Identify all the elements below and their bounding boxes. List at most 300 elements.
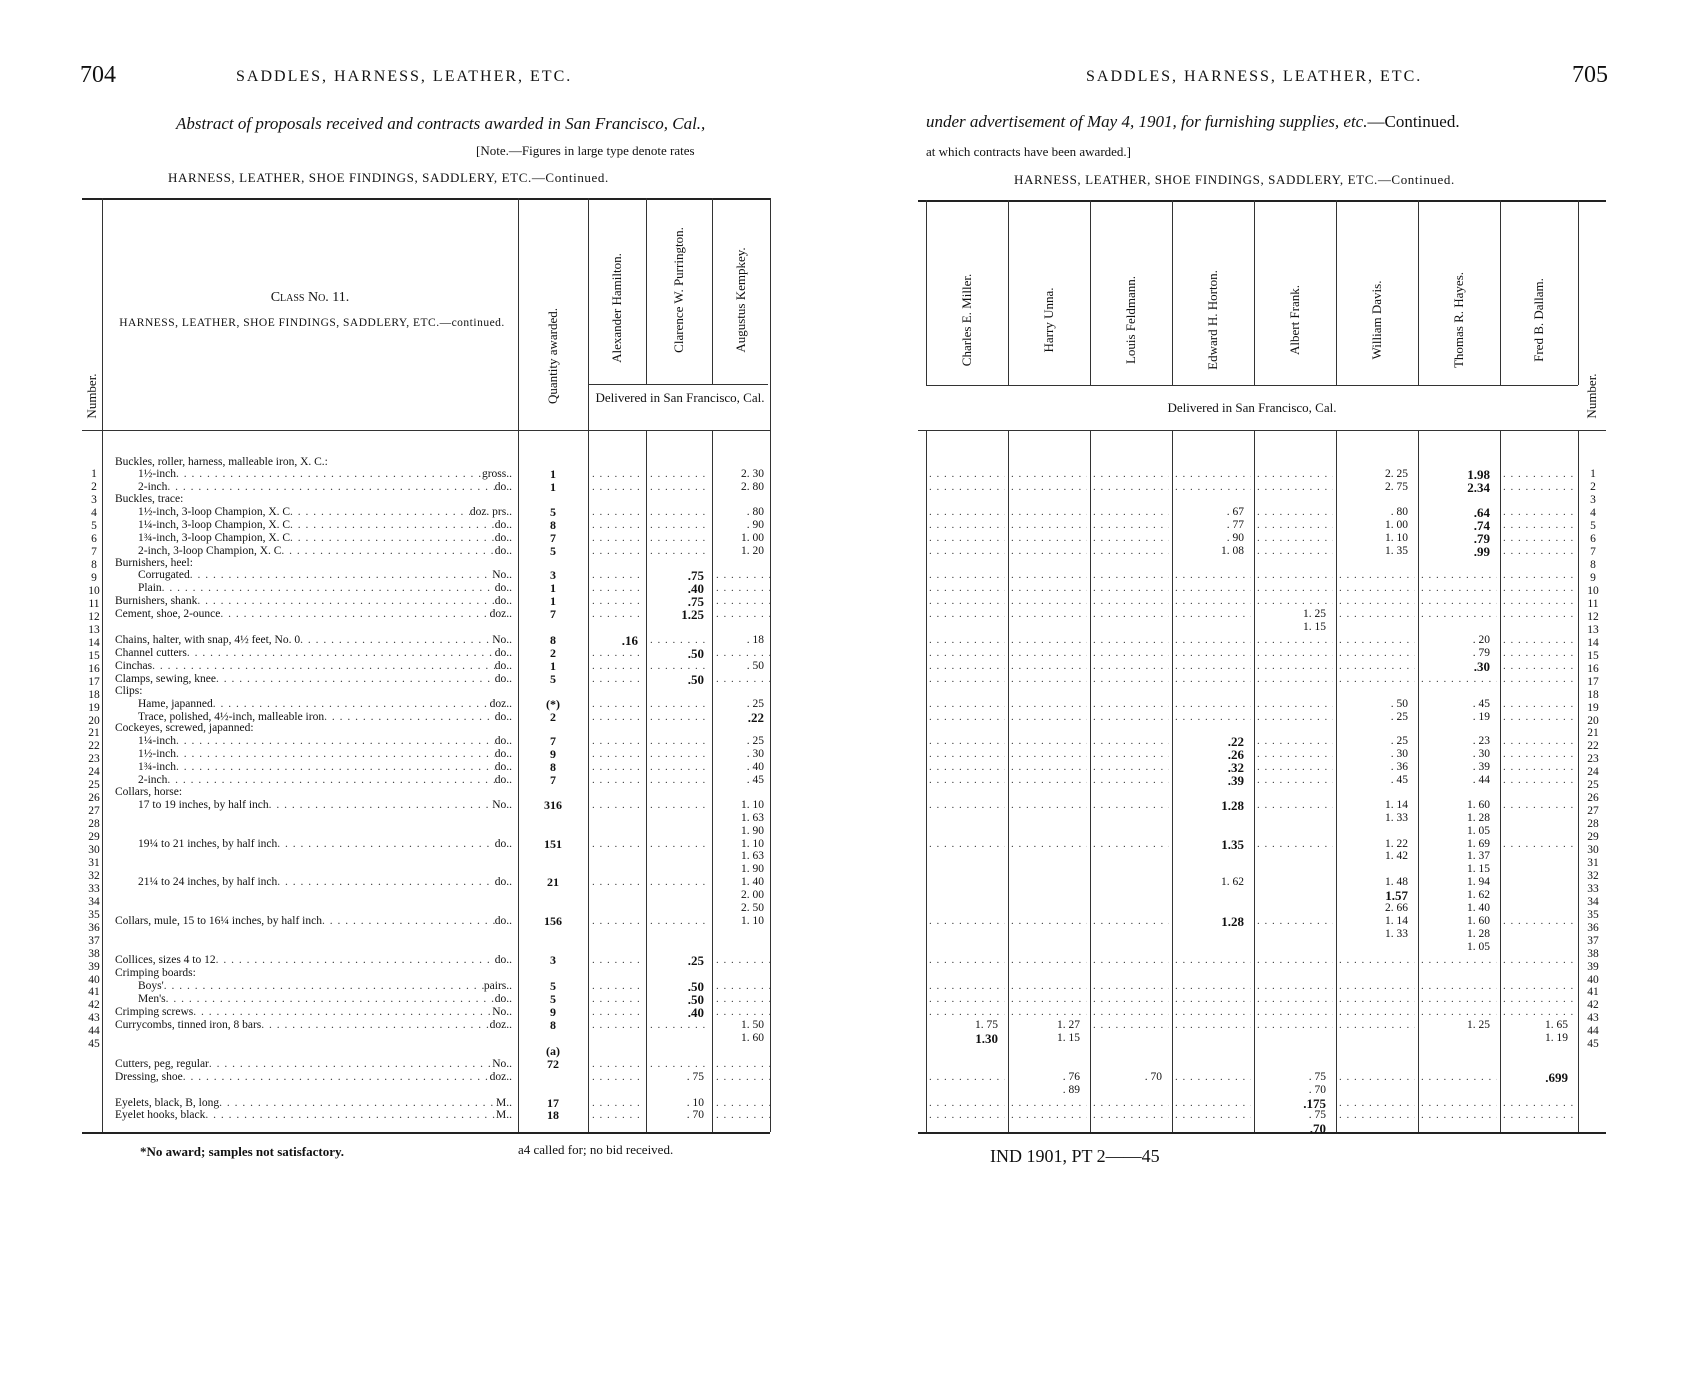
- empty-leader: [592, 647, 644, 660]
- empty-leader: [1503, 993, 1575, 1006]
- empty-leader: [1503, 698, 1575, 711]
- empty-leader: [1011, 569, 1087, 582]
- empty-leader: [1093, 647, 1169, 660]
- bid-value: . 50: [746, 660, 764, 673]
- empty-leader: [1011, 647, 1087, 660]
- empty-leader: [592, 1019, 644, 1032]
- row-number: 36: [1587, 921, 1599, 934]
- row-number: 1: [1590, 468, 1596, 481]
- item-description: [115, 1071, 512, 1084]
- bid-value: . 25: [1390, 710, 1408, 723]
- leader-dots: [176, 761, 495, 774]
- quantity-awarded: 5: [550, 991, 556, 1006]
- item-text: Chains, halter, with snap, 4½ feet, No. 0: [115, 634, 301, 647]
- row-number: 28: [1587, 818, 1599, 831]
- empty-leader: [929, 506, 1005, 519]
- bid-value: 1. 15: [1303, 621, 1326, 634]
- item-text: Eyelet hooks, black: [115, 1109, 206, 1122]
- empty-leader: [1339, 980, 1415, 993]
- row-number: 16: [88, 662, 100, 675]
- empty-leader: [1421, 595, 1497, 608]
- empty-leader: [929, 698, 1005, 711]
- bid-value: .699: [1545, 1069, 1568, 1085]
- row-number: 20: [1587, 714, 1599, 727]
- empty-leader: [1257, 634, 1333, 647]
- bid-value: . 39: [1472, 761, 1490, 774]
- empty-leader: [1257, 993, 1333, 1006]
- bid-value: 1. 00: [741, 531, 764, 544]
- bid-value: .79: [1473, 530, 1490, 546]
- item-description: [138, 993, 512, 1006]
- empty-leader: [592, 1109, 644, 1122]
- item-text: Collices, sizes 4 to 12: [115, 954, 216, 967]
- row-number: 43: [1587, 1012, 1599, 1025]
- empty-leader: [1503, 545, 1575, 558]
- row-number: 13: [88, 623, 100, 636]
- bid-value: 1. 10: [1385, 531, 1408, 544]
- bid-value: 1. 90: [741, 824, 764, 837]
- bid-value: . 10: [686, 1096, 704, 1109]
- quantity-awarded: 8: [550, 760, 556, 775]
- bid-value: 1.35: [1221, 836, 1244, 852]
- header-rule: [82, 430, 770, 431]
- item-unit: do..: [494, 660, 512, 673]
- empty-leader: [592, 1097, 644, 1110]
- quantity-awarded: 2: [550, 646, 556, 661]
- section-title-left: HARNESS, LEATHER, SHOE FINDINGS, SADDLERY, ETC.—Continued.: [168, 170, 609, 185]
- right-page: [844, 0, 1688, 1380]
- item-text: Clamps, sewing, knee: [115, 673, 216, 686]
- leader-dots: [290, 519, 495, 532]
- item-unit: do..: [494, 992, 512, 1005]
- item-unit: do..: [494, 954, 512, 967]
- empty-leader: [1093, 608, 1169, 621]
- quantity-awarded: 21: [547, 875, 559, 890]
- empty-leader: [1011, 634, 1087, 647]
- bid-value: 1. 10: [741, 837, 764, 850]
- bidder-header-davis: William Davis.: [1369, 280, 1384, 360]
- quantity-awarded: 7: [550, 530, 556, 545]
- quantity-awarded: (a): [546, 1043, 560, 1058]
- empty-leader: [929, 519, 1005, 532]
- empty-leader: [1093, 1006, 1169, 1019]
- leader-dots: [322, 915, 495, 928]
- row-number: 23: [1587, 753, 1599, 766]
- item-text: Collars, horse:: [115, 785, 183, 798]
- empty-leader: [929, 915, 1005, 928]
- quantity-awarded: 1: [550, 467, 556, 482]
- bid-value: . 70: [1144, 1070, 1162, 1083]
- quantity-awarded: 72: [547, 1056, 559, 1071]
- empty-leader: [929, 838, 1005, 851]
- quantity-awarded: 5: [550, 505, 556, 519]
- empty-leader: [1257, 506, 1333, 519]
- quantity-awarded: 3: [550, 953, 556, 968]
- bid-value: . 40: [746, 761, 764, 774]
- empty-leader: [1503, 468, 1575, 481]
- row-number: 10: [88, 585, 100, 597]
- number-header-right: Number.: [1584, 373, 1599, 419]
- empty-leader: [1257, 761, 1333, 774]
- empty-leader: [592, 545, 644, 558]
- row-number: 34: [88, 895, 100, 908]
- item-text: Corrugated: [138, 569, 190, 582]
- bid-value: 1. 42: [1385, 850, 1408, 863]
- bid-value: . 25: [746, 697, 764, 710]
- empty-leader: [1503, 1006, 1575, 1019]
- empty-leader: [929, 980, 1005, 993]
- empty-leader: [1503, 774, 1575, 787]
- leader-dots: [213, 698, 490, 711]
- item-text: Clips:: [115, 684, 143, 697]
- bid-value: .75: [687, 594, 704, 610]
- leader-dots: [187, 647, 495, 660]
- quantity-awarded: 5: [550, 543, 556, 558]
- abstract-title: Abstract of proposals received and contracts awarded in San Francisco, Cal.,: [176, 114, 706, 133]
- empty-leader: [1011, 608, 1087, 621]
- item-description: [115, 493, 512, 506]
- quantity-awarded: 1: [550, 659, 556, 674]
- row-number: 37: [1587, 934, 1599, 947]
- empty-leader: [1011, 954, 1087, 967]
- empty-leader: [929, 532, 1005, 545]
- empty-leader: [1421, 1109, 1497, 1122]
- empty-leader: [716, 647, 770, 660]
- leader-dots: [166, 993, 495, 1006]
- leader-dots: [277, 838, 494, 851]
- bidder-header-kempkey: Augustus Kempkey.: [733, 247, 748, 353]
- quantity-awarded: 9: [550, 747, 556, 762]
- item-description: [115, 1058, 512, 1071]
- empty-leader: [1093, 735, 1169, 748]
- item-unit: do..: [494, 544, 512, 557]
- footnote-no-award: *No award; samples not satisfactory.: [140, 1144, 345, 1159]
- empty-leader: [1257, 569, 1333, 582]
- item-description: [115, 954, 512, 967]
- empty-leader: [592, 761, 644, 774]
- empty-leader: [1503, 838, 1575, 851]
- leader-dots: [197, 595, 494, 608]
- empty-leader: [929, 481, 1005, 494]
- quantity-awarded: 17: [547, 1095, 559, 1110]
- empty-leader: [1503, 582, 1575, 595]
- empty-leader: [1257, 799, 1333, 812]
- item-description: [115, 647, 512, 660]
- empty-leader: [1257, 660, 1333, 673]
- empty-leader: [592, 673, 644, 686]
- bid-value: . 80: [1390, 506, 1408, 518]
- bid-value: 1. 25: [1467, 1018, 1490, 1031]
- row-number: 38: [88, 947, 100, 960]
- bid-value: 1. 90: [741, 863, 764, 876]
- bid-value: . 90: [746, 518, 764, 531]
- empty-leader: [1339, 608, 1415, 621]
- empty-leader: [1257, 519, 1333, 532]
- row-number: 8: [1590, 559, 1596, 572]
- item-unit: gross..: [481, 468, 512, 481]
- column-rule: [1418, 200, 1419, 385]
- row-number: 35: [88, 908, 100, 921]
- empty-leader: [1503, 1097, 1575, 1110]
- empty-leader: [650, 876, 710, 889]
- row-number: 8: [91, 559, 97, 572]
- item-description: [115, 557, 512, 570]
- empty-leader: [1011, 1109, 1087, 1122]
- header-rule-right: [918, 430, 1606, 431]
- row-number: 37: [88, 934, 100, 947]
- leader-dots: [269, 799, 493, 812]
- empty-leader: [592, 532, 644, 545]
- empty-leader: [1093, 634, 1169, 647]
- empty-leader: [1175, 569, 1251, 582]
- item-unit: doz..: [489, 697, 512, 710]
- row-number: 26: [88, 792, 100, 805]
- bid-value: .25: [687, 953, 704, 969]
- empty-leader: [1011, 468, 1087, 481]
- quantity-awarded: 18: [547, 1108, 559, 1123]
- empty-leader: [1093, 582, 1169, 595]
- empty-leader: [1503, 748, 1575, 761]
- bidder-header-purrington: Clarence W. Purrington.: [671, 227, 686, 353]
- bidder-header-feldmann: Louis Feldmann.: [1123, 275, 1138, 365]
- row-number: 38: [1587, 947, 1599, 960]
- bid-value: . 19: [1472, 710, 1490, 723]
- bid-value: 1. 10: [741, 915, 764, 928]
- empty-leader: [1503, 915, 1575, 928]
- empty-leader: [1175, 1109, 1251, 1122]
- item-description: [138, 799, 512, 812]
- bidder-header-hayes: Thomas R. Hayes.: [1451, 271, 1466, 369]
- bid-value: 1.57: [1385, 888, 1408, 904]
- bid-value: .50: [687, 672, 704, 688]
- empty-leader: [1503, 735, 1575, 748]
- bid-value: 2. 66: [1385, 902, 1408, 915]
- item-unit: No..: [492, 1005, 512, 1018]
- bid-value: .99: [1473, 543, 1490, 559]
- class-description: HARNESS, LEATHER, SHOE FINDINGS, SADDLERY, ETC.—continued.: [119, 317, 505, 329]
- item-description: [115, 1097, 512, 1110]
- item-unit: M..: [496, 1109, 512, 1122]
- bid-value: 1. 28: [1467, 928, 1490, 941]
- row-number: 10: [1587, 585, 1599, 597]
- row-number: 9: [91, 572, 97, 585]
- empty-leader: [1175, 582, 1251, 595]
- column-rule: [1578, 200, 1579, 385]
- leader-dots: [219, 1097, 496, 1110]
- item-text: 2-inch: [138, 774, 168, 787]
- bid-value: 1.28: [1221, 797, 1244, 813]
- row-number: 28: [88, 818, 100, 831]
- item-unit: do..: [494, 761, 512, 774]
- row-number: 22: [88, 740, 100, 753]
- bid-value: . 75: [1308, 1070, 1326, 1083]
- column-rule: [1090, 430, 1091, 1132]
- bid-value: 1. 60: [1467, 915, 1490, 928]
- bid-value: 1. 33: [1385, 928, 1408, 941]
- empty-leader: [929, 673, 1005, 686]
- row-number: 40: [1587, 973, 1599, 986]
- leader-dots: [205, 1109, 496, 1122]
- empty-leader: [1093, 698, 1169, 711]
- bid-value: .16: [621, 633, 638, 649]
- bid-value: 1. 37: [1467, 850, 1490, 863]
- table-top-rule-right: [918, 200, 1606, 202]
- empty-leader: [1257, 954, 1333, 967]
- empty-leader: [716, 1058, 770, 1071]
- row-number: 24: [1587, 766, 1599, 779]
- empty-leader: [1257, 698, 1333, 711]
- leader-dots: [176, 468, 482, 481]
- empty-leader: [1257, 838, 1333, 851]
- row-number: 6: [91, 533, 97, 546]
- bid-value: . 76: [1062, 1070, 1080, 1083]
- row-number: 25: [1587, 779, 1599, 792]
- bid-value: 1. 14: [1385, 915, 1408, 928]
- empty-leader: [1093, 993, 1169, 1006]
- leader-dots: [216, 954, 495, 967]
- item-unit: do..: [494, 876, 512, 889]
- section-title-right: HARNESS, LEATHER, SHOE FINDINGS, SADDLERY, ETC.—Continued.: [1014, 172, 1455, 187]
- row-number: 32: [88, 869, 100, 882]
- empty-leader: [1421, 1006, 1497, 1019]
- empty-leader: [929, 1071, 1005, 1084]
- delivered-header-left: Delivered in San Francisco, Cal.: [595, 390, 765, 405]
- bid-value: 1. 50: [741, 1018, 764, 1031]
- quantity-awarded: 7: [550, 734, 556, 749]
- bid-value: .40: [687, 1004, 704, 1020]
- empty-leader: [592, 876, 644, 889]
- item-description: [115, 608, 512, 621]
- row-number: 20: [88, 714, 100, 727]
- empty-leader: [716, 993, 770, 1006]
- item-text: 1¼-inch: [138, 735, 177, 748]
- bid-value: 1. 22: [1385, 837, 1408, 850]
- bid-value: . 50: [1390, 697, 1408, 710]
- leader-dots: [261, 1019, 489, 1032]
- bid-value: .50: [687, 646, 704, 662]
- row-number: 1: [91, 468, 97, 481]
- row-number: 11: [1587, 597, 1599, 610]
- empty-leader: [1011, 673, 1087, 686]
- item-description: [115, 967, 512, 980]
- number-header-left: Number.: [84, 373, 99, 419]
- bid-value: 1. 27: [1057, 1018, 1080, 1031]
- bid-value: 1. 35: [1385, 544, 1408, 557]
- item-text: Hame, japanned: [138, 697, 213, 710]
- empty-leader: [929, 1097, 1005, 1110]
- item-description: [138, 761, 512, 774]
- bid-value: 1.28: [1221, 914, 1244, 930]
- row-number: 17: [1587, 675, 1599, 688]
- item-description: [115, 660, 512, 673]
- delivered-rule-right: [926, 385, 1578, 386]
- empty-leader: [1339, 1019, 1415, 1032]
- bid-value: .22: [747, 709, 764, 725]
- bid-value: . 25: [1390, 735, 1408, 748]
- empty-leader: [1175, 711, 1251, 724]
- empty-leader: [1011, 993, 1087, 1006]
- bid-value: 2. 75: [1385, 481, 1408, 494]
- bid-value: . 36: [1390, 761, 1408, 774]
- empty-leader: [592, 595, 644, 608]
- row-number: 45: [1587, 1038, 1599, 1051]
- empty-leader: [929, 954, 1005, 967]
- empty-leader: [1011, 1006, 1087, 1019]
- bid-value: 1. 62: [1467, 889, 1490, 902]
- empty-leader: [592, 1006, 644, 1019]
- row-number: 15: [88, 649, 100, 662]
- quantity-awarded: 8: [550, 633, 556, 648]
- leader-dots: [290, 506, 470, 519]
- quantity-awarded: 7: [550, 773, 556, 788]
- empty-leader: [1093, 954, 1169, 967]
- item-text: 19¼ to 21 inches, by half inch: [138, 837, 278, 850]
- empty-leader: [929, 608, 1005, 621]
- item-unit: do..: [494, 595, 512, 608]
- empty-leader: [716, 980, 770, 993]
- bid-value: 1. 28: [1467, 811, 1490, 824]
- empty-leader: [592, 954, 644, 967]
- item-text: 1½-inch, 3-loop Champion, X. C: [138, 506, 291, 518]
- empty-leader: [1011, 799, 1087, 812]
- bid-value: . 30: [1390, 748, 1408, 761]
- item-unit: do..: [494, 531, 512, 544]
- row-number: 3: [1590, 494, 1596, 507]
- item-description: [138, 980, 512, 993]
- empty-leader: [929, 545, 1005, 558]
- bid-value: . 80: [746, 506, 764, 518]
- empty-leader: [1257, 582, 1333, 595]
- empty-leader: [592, 799, 644, 812]
- empty-leader: [929, 468, 1005, 481]
- empty-leader: [1175, 608, 1251, 621]
- empty-leader: [1011, 711, 1087, 724]
- item-description: [138, 582, 512, 595]
- item-text: Buckles, trace:: [115, 493, 184, 506]
- row-number: 33: [88, 882, 100, 895]
- empty-leader: [1175, 993, 1251, 1006]
- item-description: [138, 519, 512, 532]
- item-description: [138, 735, 512, 748]
- bid-value: . 89: [1062, 1083, 1080, 1096]
- empty-leader: [1503, 799, 1575, 812]
- empty-leader: [650, 711, 710, 724]
- row-number: 26: [1587, 792, 1599, 805]
- empty-leader: [1257, 1019, 1333, 1032]
- bid-value: 1. 63: [741, 850, 764, 863]
- empty-leader: [592, 506, 644, 519]
- bid-value: 1. 15: [1057, 1031, 1080, 1044]
- empty-leader: [592, 774, 644, 787]
- bid-value: . 75: [686, 1070, 704, 1083]
- bid-value: . 20: [1472, 634, 1490, 647]
- item-description: [115, 786, 512, 799]
- empty-leader: [650, 1058, 710, 1071]
- empty-leader: [1257, 532, 1333, 545]
- row-number: 27: [1587, 805, 1599, 818]
- row-number: 44: [88, 1025, 100, 1038]
- empty-leader: [650, 506, 710, 519]
- bid-value: 1. 15: [1467, 863, 1490, 876]
- bid-value: 1.25: [681, 607, 704, 623]
- empty-leader: [1175, 634, 1251, 647]
- empty-leader: [650, 774, 710, 787]
- empty-leader: [592, 735, 644, 748]
- row-number: 29: [88, 831, 100, 844]
- empty-leader: [929, 660, 1005, 673]
- empty-leader: [592, 519, 644, 532]
- empty-leader: [1339, 582, 1415, 595]
